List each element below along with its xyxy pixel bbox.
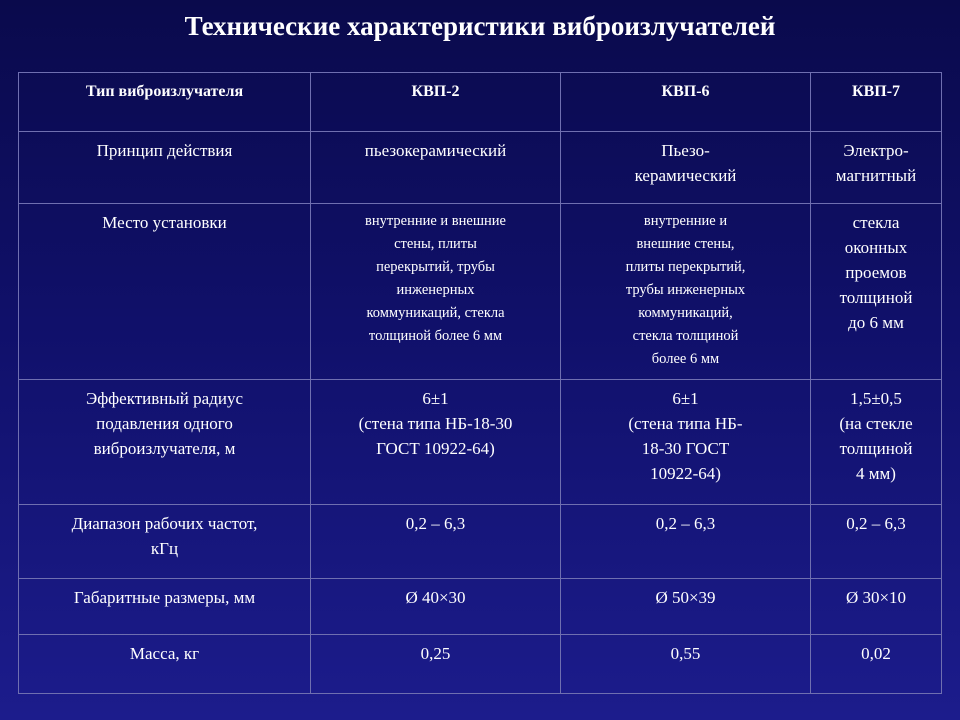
specs-table	[18, 72, 942, 694]
cell-kvp7: Электро- магнитный	[811, 132, 942, 204]
table-row	[19, 132, 942, 204]
row-label: Диапазон рабочих частот, кГц	[19, 505, 311, 579]
row-label: Эффективный радиус подавления одного виброизлучателя, м	[19, 380, 311, 505]
row-label: Место установки	[19, 204, 311, 380]
cell-kvp2: 0,2 – 6,3	[311, 505, 561, 579]
cell-kvp6: Ø 50×39	[561, 579, 811, 635]
table-row	[19, 635, 942, 694]
cell-kvp6: 0,2 – 6,3	[561, 505, 811, 579]
cell-kvp2: пьезокерамический	[311, 132, 561, 204]
cell-kvp6: 6±1 (стена типа НБ- 18-30 ГОСТ 10922-64)	[561, 380, 811, 505]
table-row	[19, 204, 942, 380]
cell-kvp7: 1,5±0,5 (на стекле толщиной 4 мм)	[811, 380, 942, 505]
cell-kvp6: внутренние и внешние стены, плиты перекрытий, трубы инженерных коммуникаций, стекла толщиной более 6 мм	[561, 204, 811, 380]
slide-title: Технические характеристики виброизлучателей	[184, 11, 776, 41]
row-label: Принцип действия	[19, 132, 311, 204]
row-label: Габаритные размеры, мм	[19, 579, 311, 635]
header-cell-kvp6: КВП-6	[561, 73, 811, 132]
cell-kvp7: стекла оконных проемов толщиной до 6 мм	[811, 204, 942, 380]
cell-kvp2: 6±1 (стена типа НБ-18-30 ГОСТ 10922-64)	[311, 380, 561, 505]
cell-kvp2: 0,25	[311, 635, 561, 694]
cell-kvp7: Ø 30×10	[811, 579, 942, 635]
cell-kvp2: внутренние и внешние стены, плиты перекрытий, трубы инженерных коммуникаций, стекла толщиной более 6 мм	[311, 204, 561, 380]
header-cell-kvp7: КВП-7	[811, 73, 942, 132]
cell-kvp6: 0,55	[561, 635, 811, 694]
row-label: Масса, кг	[19, 635, 311, 694]
cell-kvp7: 0,02	[811, 635, 942, 694]
table-row	[19, 505, 942, 579]
header-cell-type: Тип виброизлучателя	[19, 73, 311, 132]
header-cell-kvp2: КВП-2	[311, 73, 561, 132]
table-row	[19, 380, 942, 505]
cell-kvp2: Ø 40×30	[311, 579, 561, 635]
cell-kvp7: 0,2 – 6,3	[811, 505, 942, 579]
table-row	[19, 579, 942, 635]
table-header-row	[19, 73, 942, 132]
cell-kvp6: Пьезо- керамический	[561, 132, 811, 204]
